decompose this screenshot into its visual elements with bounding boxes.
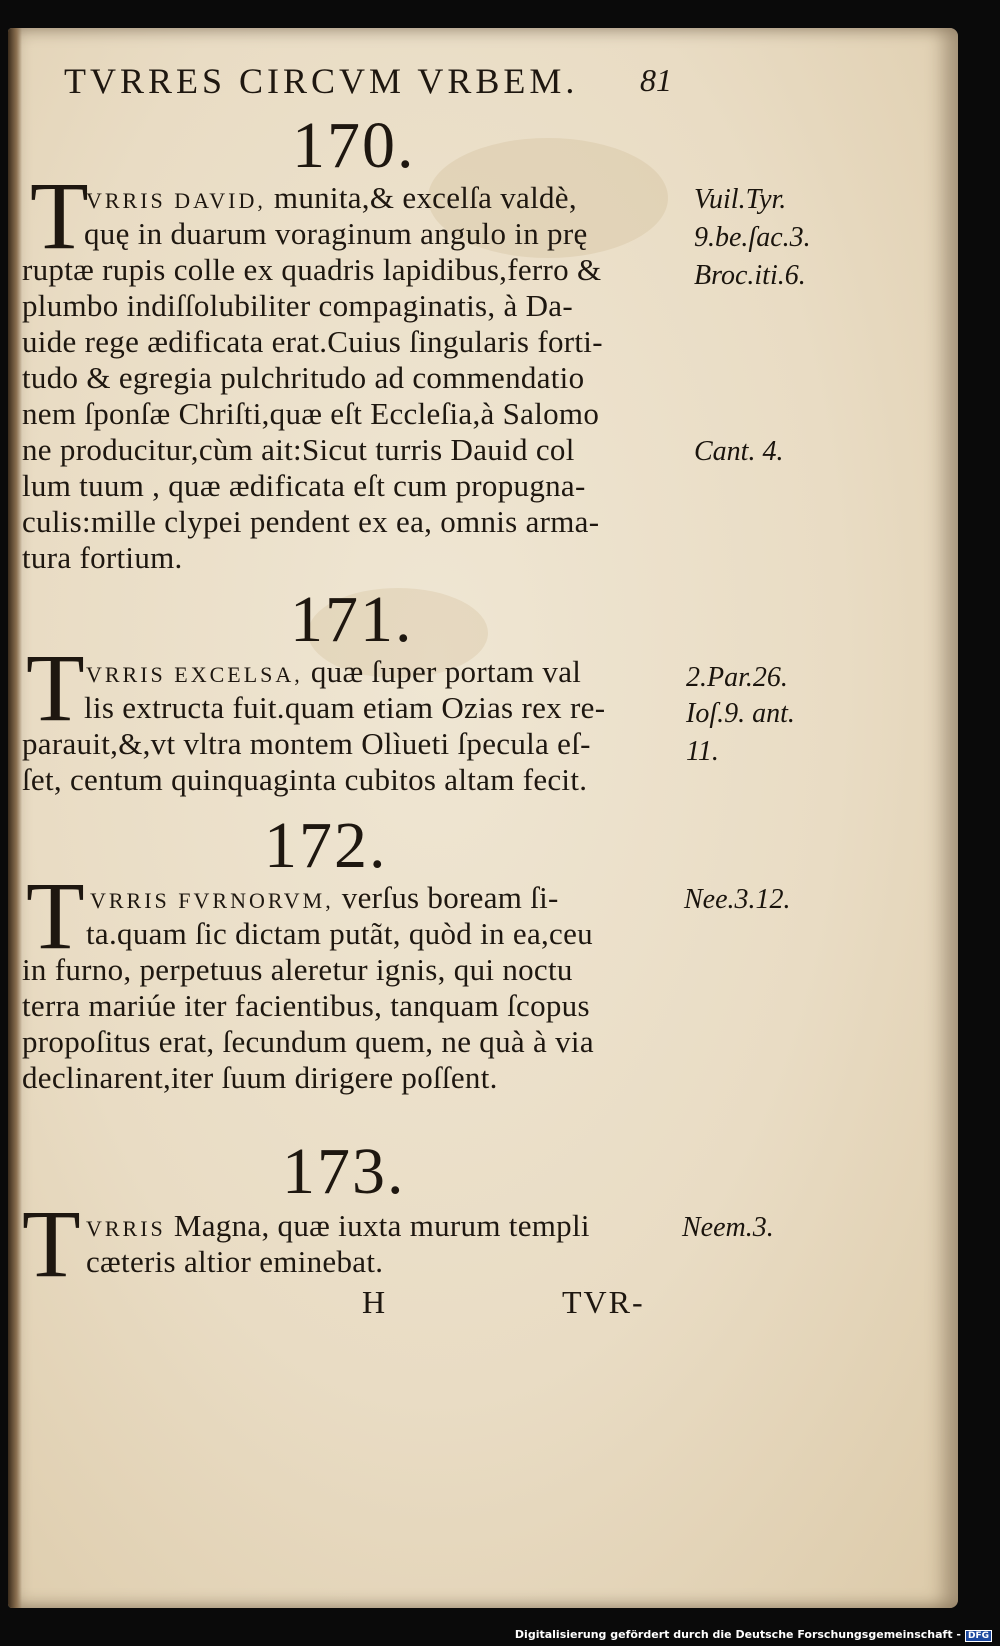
entry-first-line [86,654,581,690]
text-line: ruptæ rupis colle ex quadris lapidibus,ferro & [22,252,602,287]
head-word: VRRIS DAVID, [86,188,266,213]
entry-number: 172. [264,809,388,882]
drop-cap: T [30,162,89,269]
text-line: ta.quam ſic dictam putãt, quòd in ea,ceu [86,916,593,951]
text-line: ſet, centum quinquaginta cubitos altam fecit. [22,762,588,797]
running-head: TVRRES CIRCVM VRBEM. [64,61,579,101]
entry-number: 170. [292,109,416,182]
text-line: plumbo indiſſolubiliter compaginatis, à Da- [22,288,573,323]
dfg-logo-icon: DFG [965,1630,992,1642]
margin-note: Cant. 4. [694,436,784,467]
margin-note: Ioſ.9. ant. [686,698,795,729]
page-spine-shadow [8,28,22,1608]
text-line: Magna, quæ iuxta murum templi [173,1208,590,1243]
drop-cap: T [22,1190,81,1297]
margin-note: 11. [686,736,719,767]
text-line: cæteris altior eminebat. [86,1244,384,1279]
text-line: quę in duarum voraginum angulo in prę [84,216,588,251]
drop-cap: T [26,634,85,741]
signature-mark: H [362,1284,388,1320]
text-line: verſus boream ſi- [341,880,559,915]
head-word: VRRIS FVRNORVM, [90,888,334,913]
margin-note: Neem.3. [682,1212,774,1243]
text-line: lis extructa fuit.quam etiam Ozias rex re- [84,690,606,725]
head-word: VRRIS EXCELSA, [86,662,303,687]
text-line: parauit,&,vt vltra montem Olìueti ſpecula eſ- [22,726,591,761]
text-line: ne producitur,cùm ait:Sicut turris Dauid col [22,432,575,467]
text-line: nem ſponſæ Chriſti,quæ eſt Eccleſia,à Salomo [22,396,600,431]
folio-number: 81 [640,62,672,98]
entry-first-line [86,180,577,216]
text-line: tudo & egregia pulchritudo ad commendatio [22,360,585,395]
text-line: in furno, perpetuus aleretur ignis, qui noctu [22,952,573,987]
margin-note: Nee.3.12. [684,884,791,915]
text-line: munita,& excelſa valdè, [273,180,577,215]
margin-note: Vuil.Tyr. [694,184,787,215]
drop-cap: T [26,862,85,969]
entry-number: 173. [282,1135,406,1208]
text-line: uide rege ædificata erat.Cuius ſingularis forti- [22,324,603,359]
credit-text: Digitalisierung gefördert durch die Deutsche Forschungsgemeinschaft - [514,1628,961,1641]
catchword: TVR- [562,1284,645,1320]
margin-note: Broc.iti.6. [694,260,806,291]
text-line: propoſitus erat, ſecundum quem, ne quà à via [22,1024,594,1059]
text-line: lum tuum , quæ ædificata eſt cum propugna- [22,468,586,503]
head-word: VRRIS [86,1216,166,1241]
entry-first-line [90,880,559,916]
digitization-credit [515,1628,992,1642]
text-line: culis:mille clypei pendent ex ea, omnis arma- [22,504,600,539]
text-line: quæ ſuper portam val [310,654,582,689]
text-line: declinarent,iter ſuum dirigere poſſent. [22,1060,498,1095]
text-line: tura fortium. [22,540,183,575]
margin-note: 2.Par.26. [686,662,788,693]
entry-number: 171. [290,583,414,656]
margin-note: 9.be.ſac.3. [694,222,811,253]
entry-first-line [86,1208,590,1244]
text-line: terra mariúe iter facientibus, tanquam ſcopus [22,988,590,1023]
